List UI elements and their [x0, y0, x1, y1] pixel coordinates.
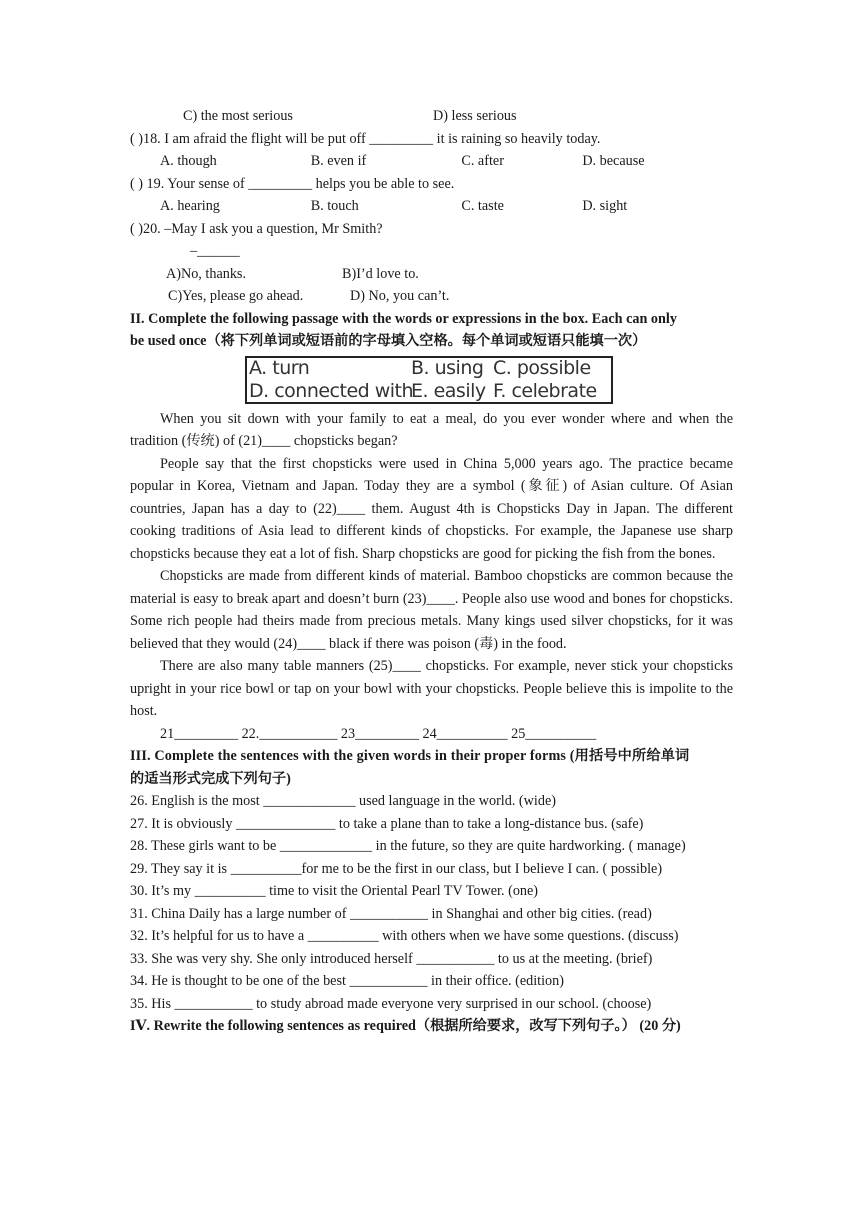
q17-option-d: D) less serious	[433, 108, 517, 124]
q20-option-c: C)Yes, please go ahead.	[168, 288, 304, 304]
q19-option-b: B. touch	[310, 198, 359, 214]
section4-heading: IⅤ. Rewrite the following sentences as required（根据所给要求，改写下列句子。） (20 分)	[130, 1018, 681, 1034]
sentence-30: 30. It’s my __________ time to visit the Oriental Pearl TV Tower. (one)	[130, 883, 539, 899]
q18-options	[130, 150, 733, 173]
q19-option-c: C. taste	[461, 198, 504, 214]
q18-option-a: A. though	[160, 153, 217, 169]
section3-heading-line1: III. Complete the sentences with the given words in their proper forms (用括号中所给单词	[130, 748, 690, 764]
q20-option-b: B)I’d love to.	[342, 265, 419, 282]
q20-option-a: A)No, thanks.	[166, 265, 246, 282]
sentence-31: 31. China Daily has a large number of ___________ in Shanghai and other big cities. (read)	[130, 905, 652, 922]
word-box	[245, 356, 613, 404]
word-box-b: B. using	[411, 356, 484, 379]
q20-option-d: D) No, you can’t.	[350, 288, 450, 304]
passage-paragraph-2: People say that the first chopsticks were used in China 5,000 years ago. The practice became popular in Korea, Vietnam and Japan. Today they are a symbol (象征) of Asian culture. Of Asian countries, Japan has a day to (22)____ them. August 4th is Chopsticks Day in Japan. The different cooking traditions of Asia lead to different kinds of chopsticks. For example, the Japanese use sharp chopsticks because they eat a lot of fish. Sharp chopsticks are good for picking the fish from the bones.	[130, 455, 733, 562]
passage-paragraph-4: There are also many table manners (25)____ chopsticks. For example, never stick your chopsticks upright in your rice bowl or tap on your bowl with your chopsticks. People believe this is impolite to the host.	[130, 658, 733, 719]
section3-sentences	[130, 790, 733, 1015]
q20-reply: –______	[190, 243, 240, 259]
sentence-28: 28. These girls want to be _____________ in the future, so they are quite hardworking. ( manage)	[130, 838, 686, 854]
q20-options-row2	[130, 285, 733, 308]
q19-option-d: D. sight	[582, 198, 628, 214]
exam-page	[130, 105, 733, 1038]
passage-paragraph-3: Chopsticks are made from different kinds of material. Bamboo chopsticks are common because the material is easy to break apart and doesn’t burn (23)____. People also use wood and bones for chopsticks. Some rich people had theirs made from precious metals. Many kings used silver chopsticks, for it was believed that they would (24)____ black if there was poison (毒) in the food.	[130, 568, 733, 652]
q18-option-b: B. even if	[310, 153, 367, 169]
sentence-27: 27. It is obviously ______________ to take a plane than to take a long-distance bus. (safe)	[130, 815, 644, 832]
q17-option-c: C) the most serious	[183, 108, 293, 124]
q18-option-c: C. after	[461, 153, 504, 169]
q19-options	[130, 195, 733, 218]
sentence-29: 29. They say it is __________for me to be the first in our class, but I believe I can. ( possible)	[130, 860, 663, 877]
word-box-a: A. turn	[249, 356, 310, 379]
word-box-d: D. connected with	[249, 379, 414, 402]
answer-blanks: 21_________ 22.___________ 23_________ 24__________ 25__________	[160, 725, 597, 742]
word-box-c: C. possible	[493, 356, 591, 379]
q20-stem: ( )20. –May I ask you a question, Mr Smith?	[130, 220, 383, 237]
word-box-wrapper	[130, 353, 733, 408]
q19-option-a: A. hearing	[160, 198, 220, 214]
q19-stem: ( ) 19. Your sense of _________ helps you be able to see.	[130, 175, 455, 192]
sentence-33: 33. She was very shy. She only introduced herself ___________ to us at the meeting. (brief)	[130, 950, 653, 967]
q18-stem: ( )18. I am afraid the flight will be put off _________ it is raining so heavily today.	[130, 130, 601, 147]
sentence-34: 34. He is thought to be one of the best ___________ in their office. (edition)	[130, 973, 564, 989]
q17-options	[130, 105, 733, 128]
word-box-f: F. celebrate	[493, 379, 597, 402]
q18-option-d: D. because	[582, 153, 645, 169]
section2-heading-line1: II. Complete the following passage with the words or expressions in the box. Each can only	[130, 310, 677, 327]
section2-heading-line2: be used once（将下列单词或短语前的字母填入空格。每个单词或短语只能填一次）	[130, 333, 647, 349]
q20-options-row1	[130, 263, 733, 286]
sentence-32: 32. It’s helpful for us to have a __________ with others when we have some questions. (discuss)	[130, 928, 679, 944]
sentence-26: 26. English is the most _____________ used language in the world. (wide)	[130, 793, 556, 809]
word-box-e: E. easily	[411, 379, 486, 402]
passage	[130, 408, 733, 723]
sentence-35: 35. His ___________ to study abroad made everyone very surprised in our school. (choose)	[130, 995, 652, 1012]
section3-heading-line2: 的适当形式完成下列句子)	[130, 770, 291, 787]
passage-paragraph-1: When you sit down with your family to eat a meal, do you ever wonder where and when the tradition (传统) of (21)____ chopsticks began?	[130, 410, 733, 449]
